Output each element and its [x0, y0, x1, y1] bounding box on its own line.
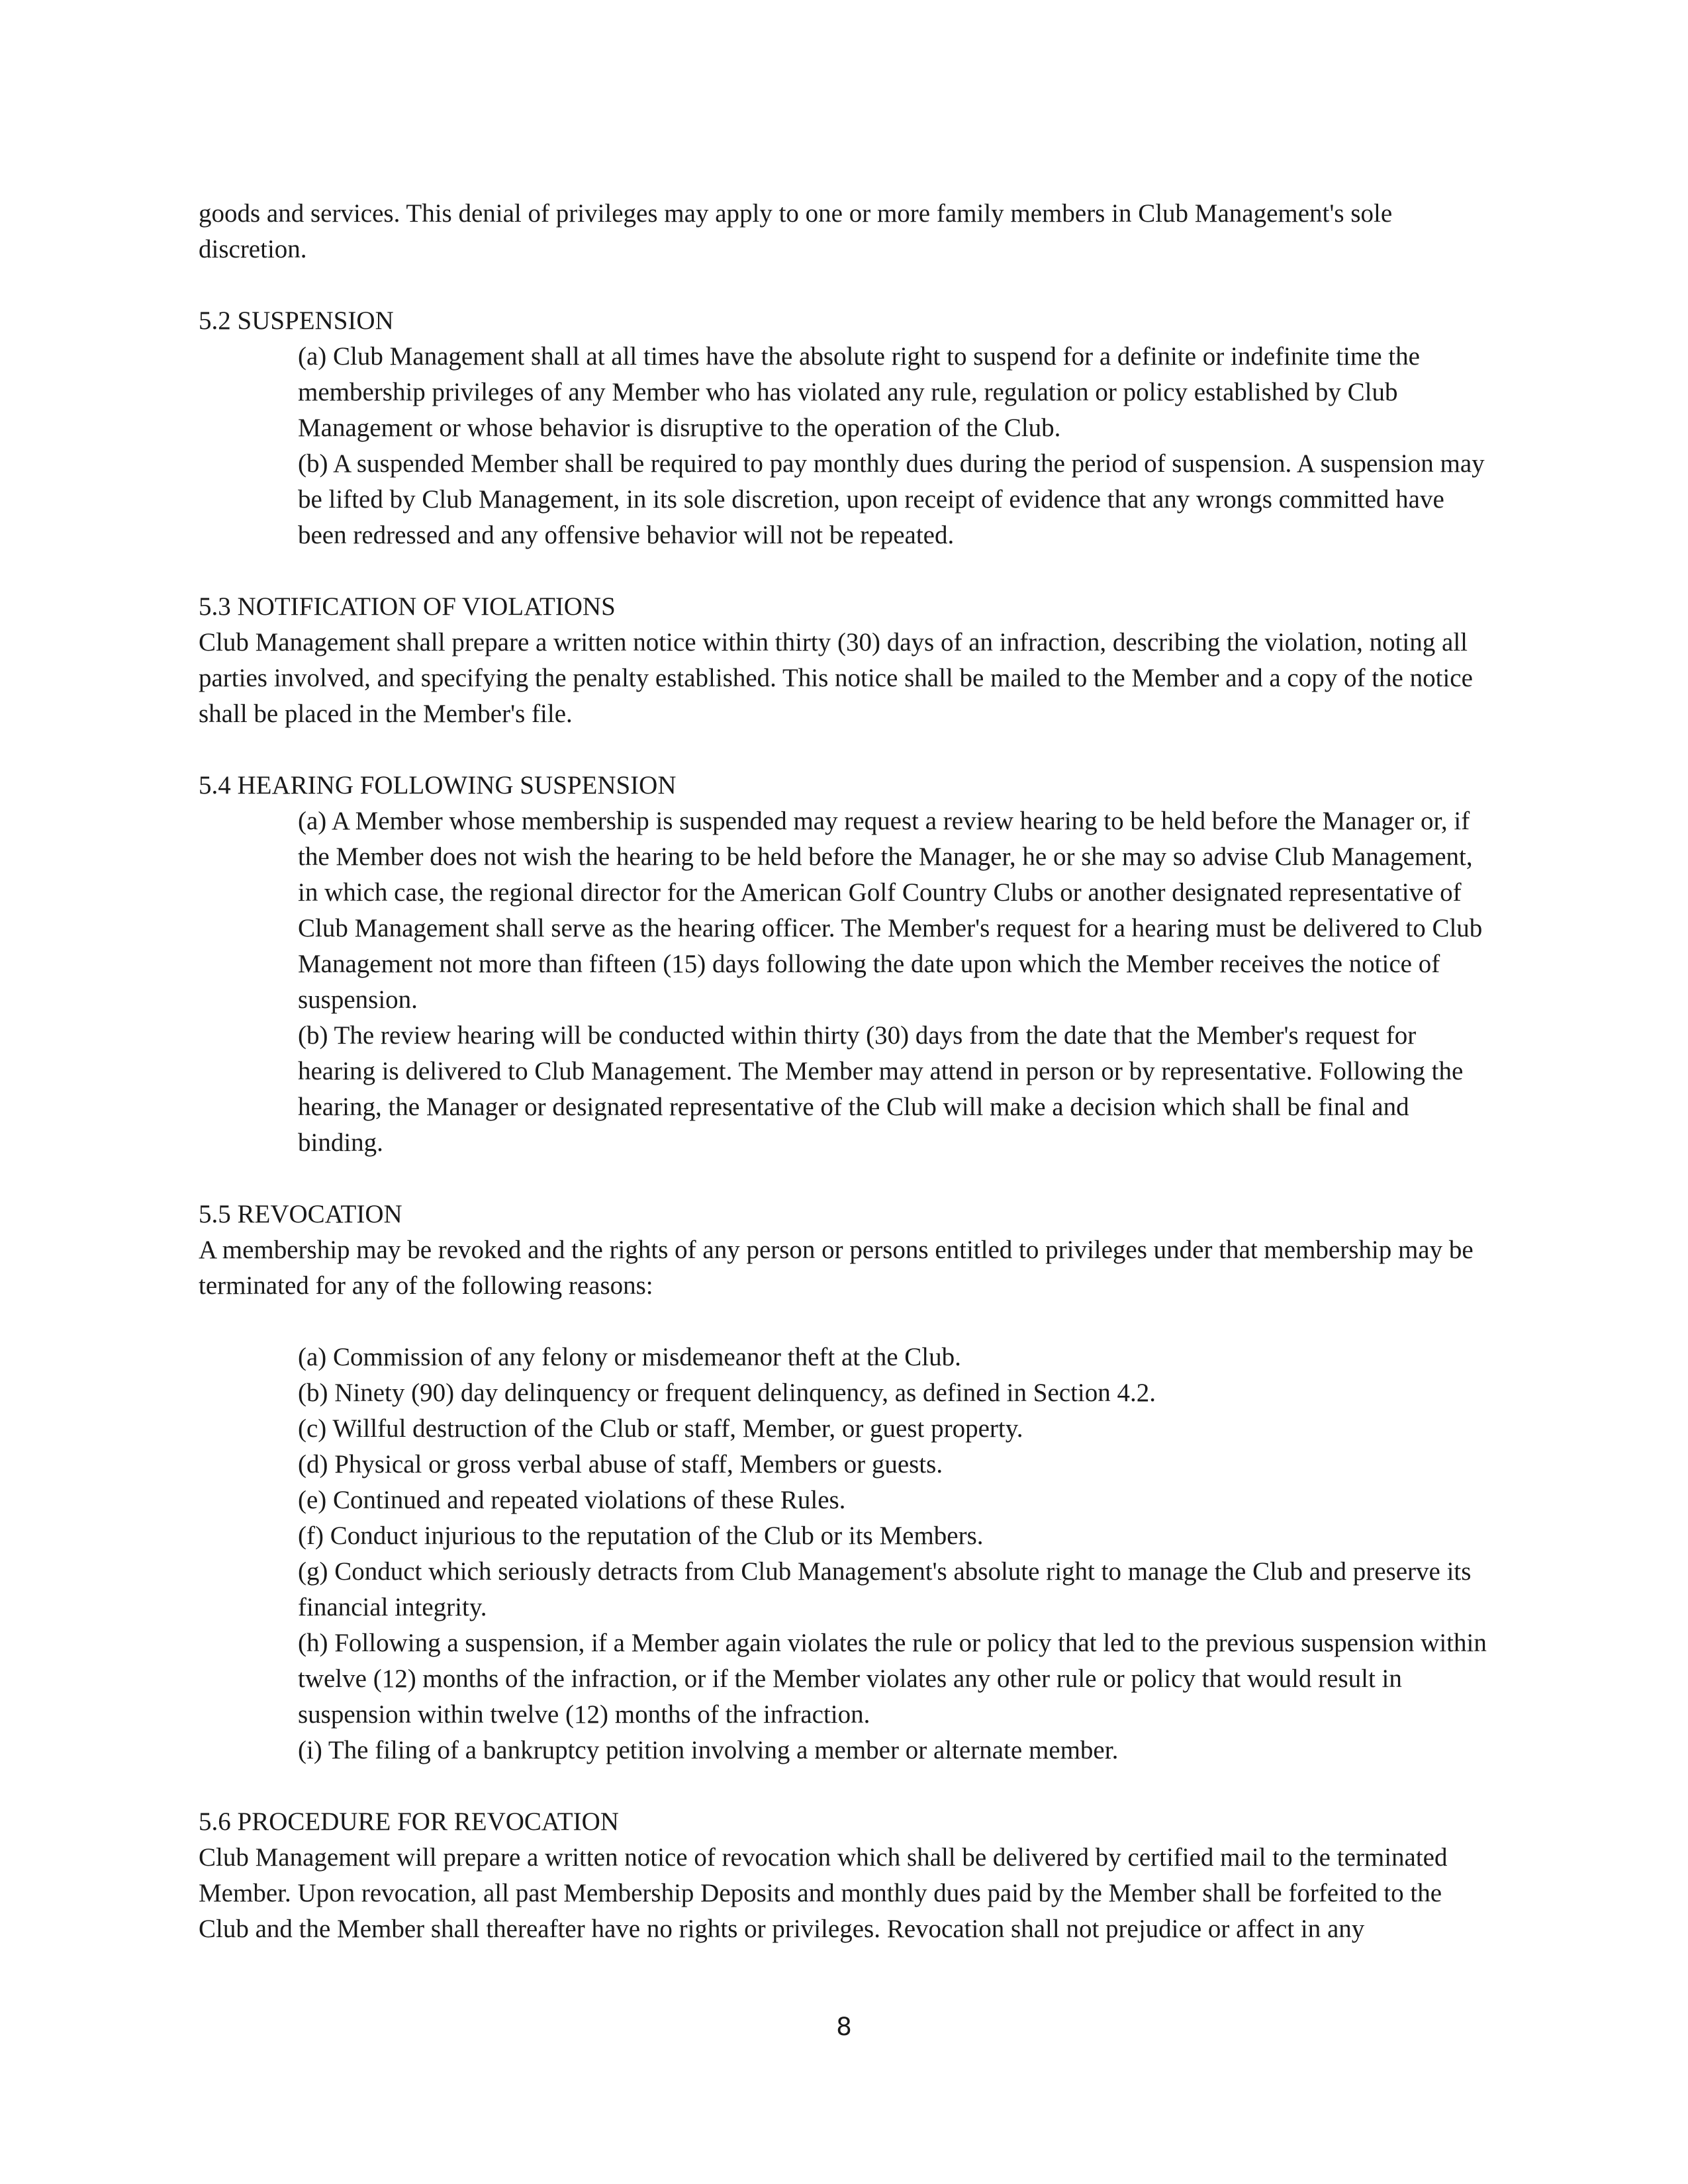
suspension-item-a: (a) Club Management shall at all times have the absolute right to suspend for a definite or indefinite time the membership privileges of any Member who has violated any rule, regulation or policy established by Club Management or whose behavior is disruptive to the operation of the Club. — [298, 342, 1420, 442]
intro-paragraph: goods and services. This denial of privileges may apply to one or more family members in Club Management's sole discretion. — [199, 199, 1393, 263]
revocation-item-e: (e) Continued and repeated violations of these Rules. — [298, 1486, 846, 1514]
section-heading-suspension: 5.2 SUSPENSION — [199, 306, 394, 335]
section-heading-notification: 5.3 NOTIFICATION OF VIOLATIONS — [199, 592, 616, 621]
spacer — [199, 1304, 1489, 1340]
revocation-item-c: (c) Willful destruction of the Club or staff, Member, or guest property. — [298, 1414, 1023, 1443]
section-heading-hearing: 5.4 HEARING FOLLOWING SUSPENSION — [199, 771, 677, 799]
suspension-item-b: (b) A suspended Member shall be required to pay monthly dues during the period of suspension. A suspension may be lifted by Club Management, in its sole discretion, upon receipt of evidence that any wrongs committed have been redressed and any offensive behavior will not be repeated. — [298, 449, 1485, 549]
revocation-body: A membership may be revoked and the rights of any person or persons entitled to privileges under that membership may be terminated for any of the following reasons: — [199, 1236, 1474, 1300]
revocation-item-a: (a) Commission of any felony or misdemeanor theft at the Club. — [298, 1343, 961, 1371]
revocation-item-b: (b) Ninety (90) day delinquency or frequent delinquency, as defined in Section 4.2. — [298, 1379, 1156, 1407]
spacer — [199, 1161, 1489, 1197]
revocation-item-i: (i) The filing of a bankruptcy petition involving a member or alternate member. — [298, 1736, 1119, 1764]
procedure-body: Club Management will prepare a written notice of revocation which shall be delivered by certified mail to the terminated Member. Upon revocation, all past Membership Deposits and monthly dues paid by the Member shall be forfeited to the Club and the Member shall thereafter have no rights or privileges. Revocation shall not prejudice or affect in any — [199, 1843, 1448, 1943]
revocation-item-f: (f) Conduct injurious to the reputation of the Club or its Members. — [298, 1522, 984, 1550]
spacer — [199, 1768, 1489, 1804]
page-content — [199, 196, 1489, 1947]
notification-body: Club Management shall prepare a written notice within thirty (30) days of an infraction, describing the violation, noting all parties involved, and specifying the penalty established. This notice shall be mailed to the Member and a copy of the notice shall be placed in the Member's file. — [199, 628, 1473, 728]
section-heading-revocation: 5.5 REVOCATION — [199, 1200, 402, 1228]
spacer — [199, 553, 1489, 589]
revocation-item-h: (h) Following a suspension, if a Member again violates the rule or policy that led to the previous suspension within twelve (12) months of the infraction, or if the Member violates any other rule or policy that would result in suspension within twelve (12) months of the infraction. — [298, 1629, 1487, 1729]
page-number: 8 — [836, 2013, 852, 2041]
spacer — [199, 267, 1489, 303]
hearing-item-a: (a) A Member whose membership is suspended may request a review hearing to be held before the Manager or, if the Member does not wish the hearing to be held before the Manager, he or she may so advise Club Management, in which case, the regional director for the American Golf Country Clubs or another designated representative of Club Management shall serve as the hearing officer. The Member's request for a hearing must be delivered to Club Management not more than fifteen (15) days following the date upon which the Member receives the notice of suspension. — [298, 807, 1483, 1014]
section-heading-procedure: 5.6 PROCEDURE FOR REVOCATION — [199, 1807, 619, 1836]
revocation-item-d: (d) Physical or gross verbal abuse of staff, Members or guests. — [298, 1450, 943, 1479]
hearing-item-b: (b) The review hearing will be conducted within thirty (30) days from the date that the Member's request for hearing is delivered to Club Management. The Member may attend in person or by representative. Following the hearing, the Manager or designated representative of the Club will make a decision which shall be final and binding. — [298, 1021, 1464, 1157]
revocation-item-g: (g) Conduct which seriously detracts from Club Management's absolute right to manage the Club and preserve its financial integrity. — [298, 1557, 1472, 1621]
spacer — [199, 732, 1489, 768]
